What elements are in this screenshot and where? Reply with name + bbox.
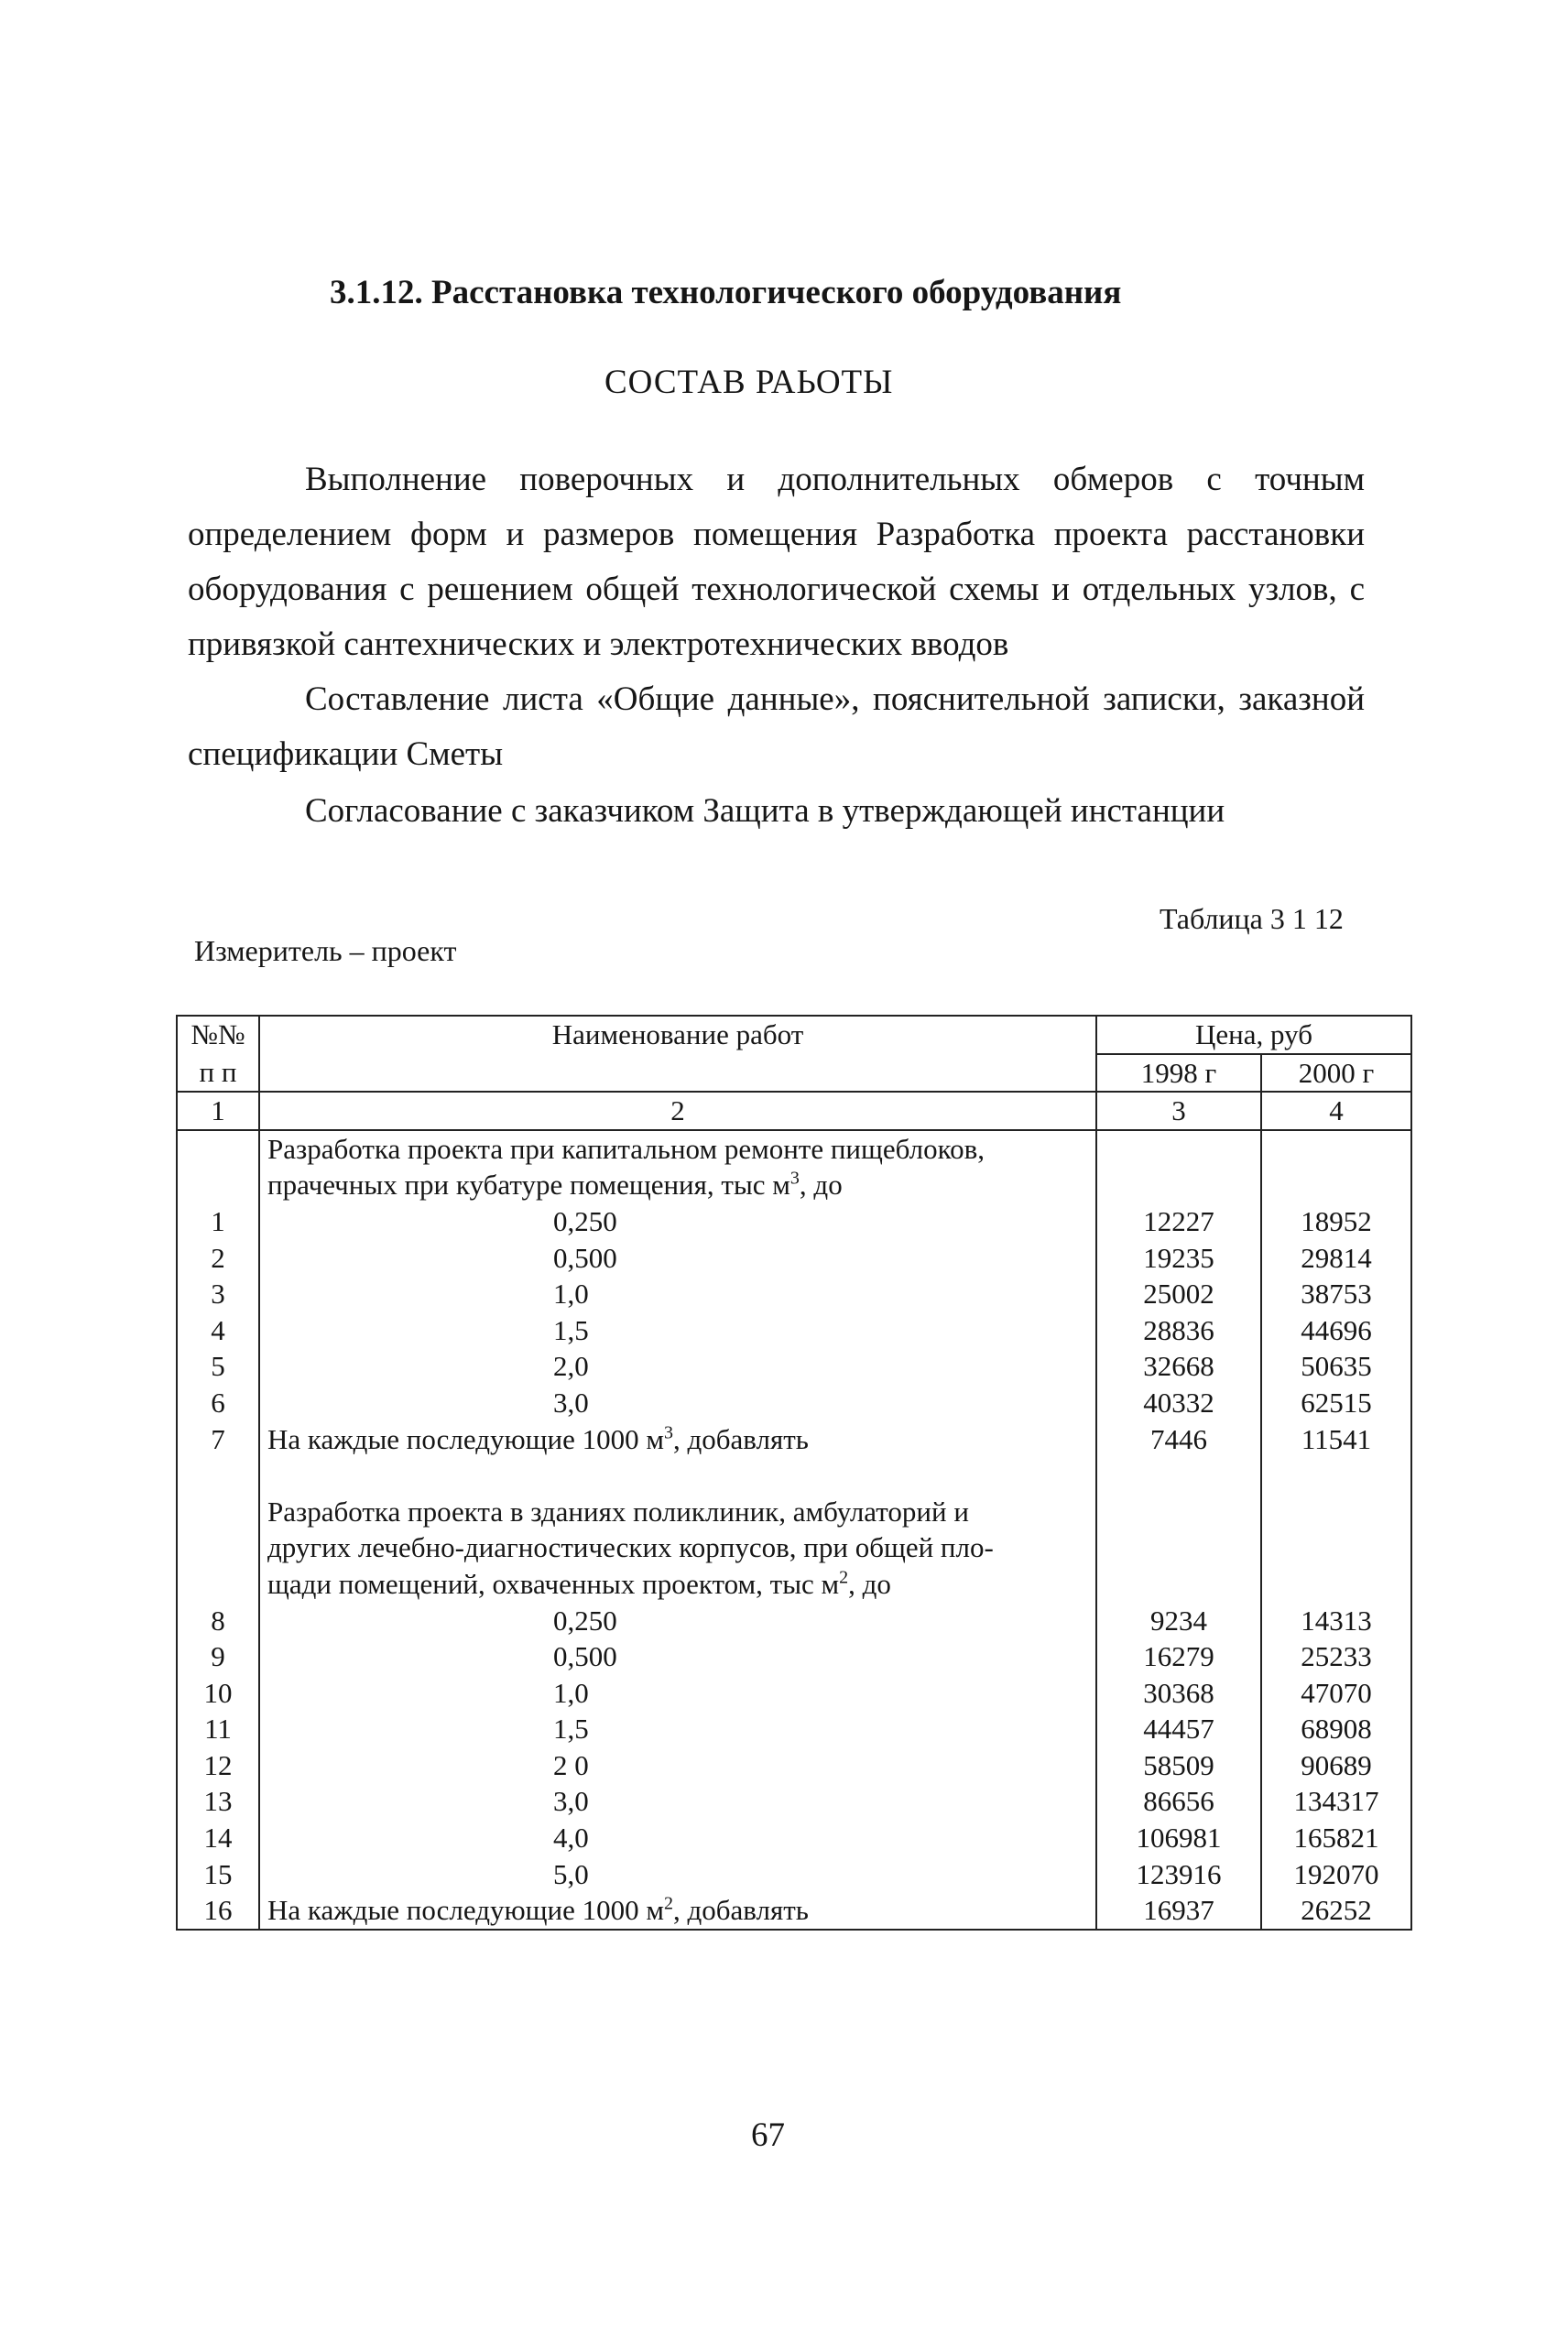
table-row: [177, 1276, 1411, 1312]
row-price-1998: 19235: [1096, 1240, 1261, 1277]
row-name: 0,500: [259, 1240, 1096, 1277]
group1-p2000-empty-2: [1261, 1167, 1411, 1203]
spacer-cell: [1261, 1457, 1411, 1494]
row-number: 8: [177, 1603, 259, 1639]
group2-title-row-2: [177, 1529, 1411, 1566]
row-name-exponent: 3: [664, 1422, 673, 1443]
table-row: [177, 1421, 1411, 1458]
row-name: 1,0: [259, 1675, 1096, 1712]
group2-num-empty-3: [177, 1566, 259, 1603]
group1-num-empty-2: [177, 1167, 259, 1203]
row-name: 2 0: [259, 1747, 1096, 1784]
header-num-line2: п п: [177, 1054, 259, 1093]
column-number-4: 4: [1261, 1092, 1411, 1130]
row-name: 0,250: [259, 1203, 1096, 1240]
row-price-2000: 14313: [1261, 1603, 1411, 1639]
row-number: 5: [177, 1348, 259, 1385]
row-number: 2: [177, 1240, 259, 1277]
group2-title-row-3: [177, 1566, 1411, 1603]
header-name: Наименование работ: [259, 1016, 1096, 1092]
row-name-suffix: , добавлять: [673, 1894, 809, 1927]
table-row: [177, 1312, 1411, 1349]
group1-title-line2-suffix: , до: [799, 1169, 843, 1202]
table-caption: Таблица 3 1 12: [1160, 902, 1344, 935]
row-price-2000: 90689: [1261, 1747, 1411, 1784]
row-price-1998: 44457: [1096, 1711, 1261, 1747]
group2-p2000-empty: [1261, 1494, 1411, 1530]
paragraph-1-text: Выполнение поверочных и дополнительных обмеров с точным определением форм и размеров помещения Разработка проекта расстановки оборудования с решением общей технологической схемы и отдельных узлов, с привязкой сантехнических и электротехнических вводов: [188, 461, 1365, 663]
table-header-row-1: [177, 1016, 1411, 1054]
row-price-1998: 16279: [1096, 1638, 1261, 1675]
group1-p1998-empty: [1096, 1130, 1261, 1168]
row-price-2000: 134317: [1261, 1783, 1411, 1820]
row-price-1998: 9234: [1096, 1603, 1261, 1639]
group1-title-line2: [259, 1167, 1096, 1203]
table-row: [177, 1385, 1411, 1421]
row-name: 3,0: [259, 1783, 1096, 1820]
row-number: 13: [177, 1783, 259, 1820]
table-row: [177, 1638, 1411, 1675]
group1-title-line2-exponent: 3: [789, 1169, 800, 1190]
row-price-2000: 18952: [1261, 1203, 1411, 1240]
price-table: [176, 1015, 1412, 1931]
work-composition-heading: СОСТАВ РАЬОТЫ: [604, 364, 894, 401]
group2-title-row-1: [177, 1494, 1411, 1530]
paragraph-1: [188, 452, 1365, 672]
group1-num-empty: [177, 1130, 259, 1168]
group2-num-empty-2: [177, 1529, 259, 1566]
group1-title-line2-text: прачечных при кубатуре помещения, тыс м: [267, 1169, 790, 1202]
row-price-1998: 58509: [1096, 1747, 1261, 1784]
table-row: [177, 1603, 1411, 1639]
group2-title-line3: [259, 1566, 1096, 1603]
row-name: 1,0: [259, 1276, 1096, 1312]
paragraph-3-text: Согласование с заказчиком Защита в утверждающей инстанции: [305, 792, 1225, 830]
row-price-2000: 192070: [1261, 1856, 1411, 1893]
table-row: [177, 1203, 1411, 1240]
row-name: 5,0: [259, 1856, 1096, 1893]
row-name: 1,5: [259, 1711, 1096, 1747]
measure-unit: Измеритель – проект: [194, 934, 457, 967]
table-row: [177, 1856, 1411, 1893]
table-row: [177, 1711, 1411, 1747]
row-price-2000: 25233: [1261, 1638, 1411, 1675]
row-price-2000: 62515: [1261, 1385, 1411, 1421]
row-price-2000: 47070: [1261, 1675, 1411, 1712]
row-price-2000: 11541: [1261, 1421, 1411, 1458]
row-price-1998: 25002: [1096, 1276, 1261, 1312]
row-name: 1,5: [259, 1312, 1096, 1349]
row-price-2000: 50635: [1261, 1348, 1411, 1385]
row-name: 3,0: [259, 1385, 1096, 1421]
row-price-1998: 40332: [1096, 1385, 1261, 1421]
section-heading: 3.1.12. Расстановка технологического оборудования: [330, 274, 1122, 311]
paragraph-2: [188, 672, 1365, 782]
row-number: 1: [177, 1203, 259, 1240]
group2-title-line2: других лечебно-диагностических корпусов, при общей пло-: [259, 1529, 1096, 1566]
group2-p2000-empty-2: [1261, 1529, 1411, 1566]
column-number-row: [177, 1092, 1411, 1130]
group2-title-line3-exponent: 2: [839, 1567, 849, 1588]
row-name-exponent: 2: [664, 1893, 673, 1914]
table-row: [177, 1783, 1411, 1820]
row-name-text: На каждые последующие 1000 м: [267, 1894, 664, 1927]
row-name: 0,500: [259, 1638, 1096, 1675]
row-number: 9: [177, 1638, 259, 1675]
row-name: 2,0: [259, 1348, 1096, 1385]
column-number-2: 2: [259, 1092, 1096, 1130]
row-price-1998: 16937: [1096, 1892, 1261, 1930]
row-price-1998: 12227: [1096, 1203, 1261, 1240]
row-number: 6: [177, 1385, 259, 1421]
row-number: 16: [177, 1892, 259, 1930]
group1-title-row-1: [177, 1130, 1411, 1168]
group2-p2000-empty-3: [1261, 1566, 1411, 1603]
table-row: [177, 1747, 1411, 1784]
group1-p2000-empty: [1261, 1130, 1411, 1168]
row-price-2000: 38753: [1261, 1276, 1411, 1312]
header-price: Цена, руб: [1096, 1016, 1411, 1054]
row-number: 3: [177, 1276, 259, 1312]
paragraph-3: [188, 784, 1365, 839]
page-number: 67: [751, 2116, 785, 2154]
group1-title-line1: Разработка проекта при капитальном ремонте пищеблоков,: [259, 1130, 1096, 1168]
row-name-suffix: , добавлять: [673, 1422, 809, 1455]
table-row: [177, 1348, 1411, 1385]
spacer-cell: [177, 1457, 259, 1494]
row-price-2000: 165821: [1261, 1820, 1411, 1856]
row-number: 10: [177, 1675, 259, 1712]
group2-p1998-empty-3: [1096, 1566, 1261, 1603]
row-price-2000: 68908: [1261, 1711, 1411, 1747]
row-number: 14: [177, 1820, 259, 1856]
paragraph-2-text: Составление листа «Общие данные», пояснительной записки, заказной спецификации Сметы: [188, 680, 1365, 773]
group1-title-row-2: [177, 1167, 1411, 1203]
row-name: [259, 1421, 1096, 1458]
row-price-2000: 26252: [1261, 1892, 1411, 1930]
column-number-3: 3: [1096, 1092, 1261, 1130]
header-year-2000: 2000 г: [1261, 1054, 1411, 1093]
row-price-1998: 123916: [1096, 1856, 1261, 1893]
spacer-cell: [259, 1457, 1096, 1494]
group2-title-line3-text: щади помещений, охваченных проектом, тыс м: [267, 1567, 840, 1600]
row-price-1998: 32668: [1096, 1348, 1261, 1385]
table-row: [177, 1892, 1411, 1930]
column-number-1: 1: [177, 1092, 259, 1130]
table-row: [177, 1240, 1411, 1277]
row-name: [259, 1892, 1096, 1930]
group2-p1998-empty: [1096, 1494, 1261, 1530]
row-price-2000: 44696: [1261, 1312, 1411, 1349]
row-name: 0,250: [259, 1603, 1096, 1639]
row-price-2000: 29814: [1261, 1240, 1411, 1277]
row-number: 11: [177, 1711, 259, 1747]
spacer-cell: [1096, 1457, 1261, 1494]
group2-title-line1: Разработка проекта в зданиях поликлиник, амбулаторий и: [259, 1494, 1096, 1530]
row-number: 12: [177, 1747, 259, 1784]
row-number: 15: [177, 1856, 259, 1893]
row-number: 4: [177, 1312, 259, 1349]
row-price-1998: 28836: [1096, 1312, 1261, 1349]
row-price-1998: 7446: [1096, 1421, 1261, 1458]
group2-title-line3-suffix: , до: [848, 1567, 891, 1600]
row-price-1998: 86656: [1096, 1783, 1261, 1820]
row-name-text: На каждые последующие 1000 м: [267, 1422, 664, 1455]
group2-num-empty: [177, 1494, 259, 1530]
group2-p1998-empty-2: [1096, 1529, 1261, 1566]
header-num-line1: №№: [177, 1016, 259, 1054]
group1-p1998-empty-2: [1096, 1167, 1261, 1203]
row-price-1998: 30368: [1096, 1675, 1261, 1712]
table-row: [177, 1820, 1411, 1856]
row-name: 4,0: [259, 1820, 1096, 1856]
header-year-1998: 1998 г: [1096, 1054, 1261, 1093]
row-price-1998: 106981: [1096, 1820, 1261, 1856]
spacer-row: [177, 1457, 1411, 1494]
row-number: 7: [177, 1421, 259, 1458]
table-row: [177, 1675, 1411, 1712]
